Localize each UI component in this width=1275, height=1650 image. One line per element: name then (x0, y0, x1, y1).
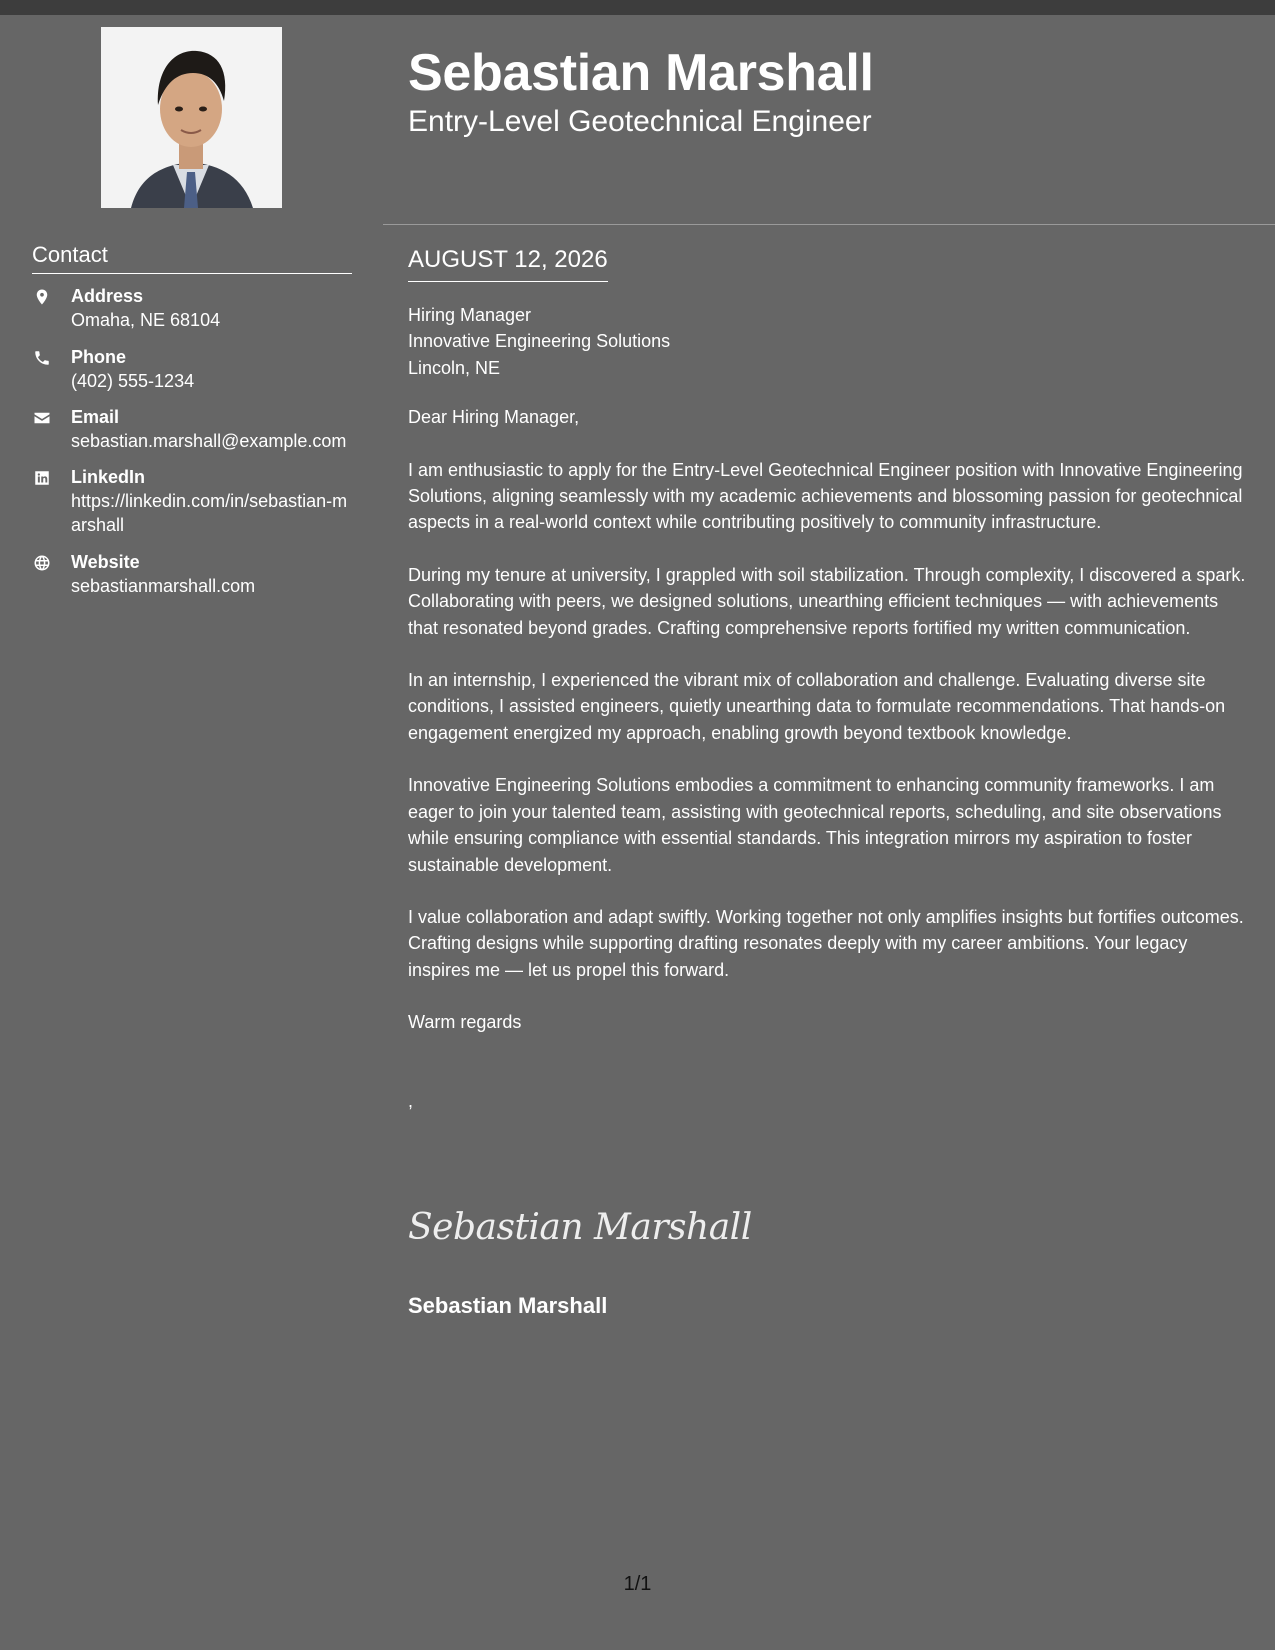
contact-item-linkedin (32, 465, 357, 537)
contact-value: sebastian.marshall@example.com (71, 431, 347, 451)
job-title: Entry-Level Geotechnical Engineer (408, 105, 872, 138)
applicant-name: Sebastian Marshall (408, 44, 874, 102)
contact-label: Website (71, 552, 140, 572)
letter-paragraph: During my tenure at university, I grappled with soil stabilization. Through complexity, I discovered a spark. Collaborating with peers, we designed solutions, unearthing efficient techniques — with achievements that resonated beyond grades. Crafting comprehensive reports fortified my written communication. (408, 564, 1246, 638)
contact-label: Address (71, 286, 144, 306)
top-bar (0, 0, 1275, 15)
page-number: 1/1 (623, 1573, 652, 1595)
letter-paragraph: Innovative Engineering Solutions embodies a commitment to enhancing community frameworks. I am eager to join your talented team, assisting with geotechnical reports, scheduling, and site observations while ensuring compliance with essential standards. This integration mirrors my aspiration to foster sustainable development. (408, 775, 1222, 875)
contact-label: Email (71, 407, 120, 427)
header-divider (383, 224, 1275, 225)
contact-value: https://linkedin.com/in/sebastian-marshall (71, 491, 348, 535)
closing: Warm regards (408, 1012, 522, 1033)
contact-value: (402) 555-1234 (71, 371, 195, 391)
letter-paragraph: I value collaboration and adapt swiftly. Working together not only amplifies insights but fortifies outcomes. Crafting designs while supporting drafting resonates deeply with my career ambitions. Your legacy inspires me — let us propel this forward. (408, 906, 1244, 980)
phone-icon (32, 348, 52, 368)
contact-item-email (32, 405, 357, 453)
contact-heading: Contact (32, 240, 352, 274)
profile-photo (101, 27, 282, 208)
letter-body (408, 302, 1248, 1114)
contact-list (32, 284, 357, 611)
contact-item-address (32, 284, 357, 332)
recipient-line: Hiring Manager (408, 305, 532, 325)
contact-label: LinkedIn (71, 467, 146, 487)
contact-label: Phone (71, 347, 127, 367)
handwritten-signature: Sebastian Marshall (408, 1207, 752, 1248)
letter-paragraph: In an internship, I experienced the vibrant mix of collaboration and challenge. Evaluating diverse site conditions, I assisted engineers, quietly unearthing data to formulate recommendations. That hands-on engagement energized my approach, enabling growth beyond textbook knowledge. (408, 670, 1226, 743)
envelope-icon (32, 408, 52, 428)
signed-name: Sebastian Marshall (408, 1293, 608, 1318)
globe-icon (32, 553, 52, 573)
contact-item-phone (32, 345, 357, 393)
recipient-line: Innovative Engineering Solutions (408, 331, 671, 352)
recipient-block (408, 302, 1248, 381)
contact-value: sebastianmarshall.com (71, 576, 256, 596)
salutation: Dear Hiring Manager, (408, 407, 580, 428)
recipient-line: Lincoln, NE (408, 357, 501, 378)
letter-date: AUGUST 12, 2026 (408, 244, 608, 282)
contact-item-website (32, 550, 357, 598)
map-pin-icon (32, 287, 52, 307)
closing-comma: , (408, 1090, 414, 1111)
profile-photo-image (101, 27, 282, 208)
linkedin-icon (32, 468, 52, 488)
letter-paragraph: I am enthusiastic to apply for the Entry-Level Geotechnical Engineer position with Innovative Engineering Solutions, aligning seamlessly with my academic achievements and blossoming passion for geotechnical aspects in a real-world context while contributing positively to community infrastructure. (408, 459, 1243, 533)
contact-value: Omaha, NE 68104 (71, 310, 221, 330)
